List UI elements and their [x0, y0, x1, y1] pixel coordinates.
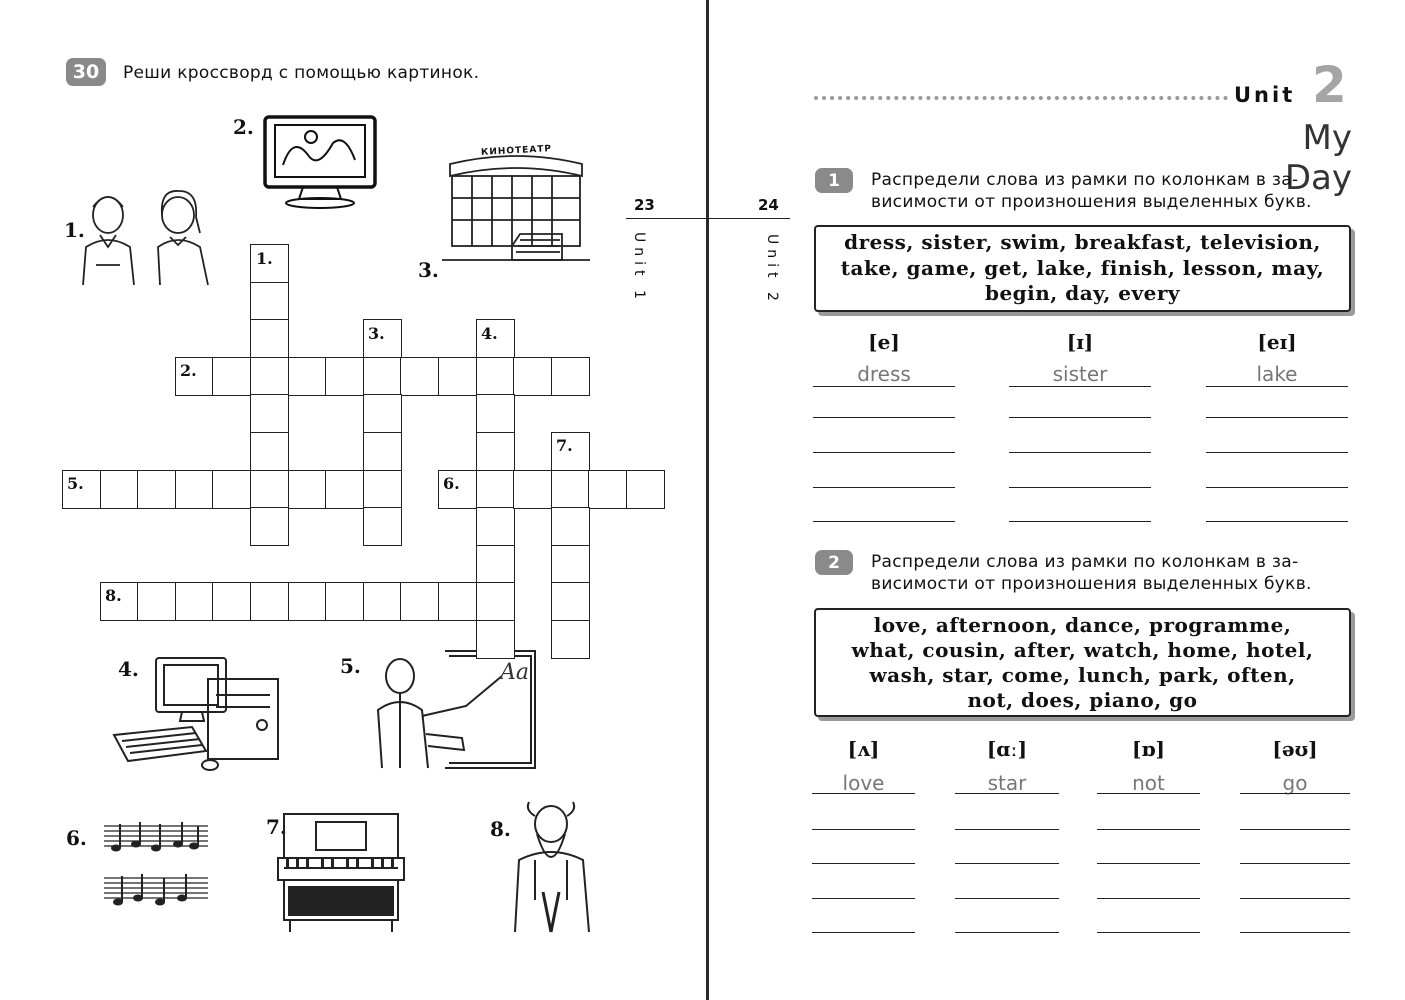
crossword-cell[interactable]	[588, 470, 627, 509]
crossword-cell[interactable]	[288, 357, 327, 396]
answer-line[interactable]	[1240, 793, 1350, 794]
exercise-2-words-line3: wash, star, come, lunch, park, often,	[869, 663, 1296, 687]
crossword-cell[interactable]	[400, 582, 439, 621]
picture-label-3: 3.	[418, 258, 439, 282]
answer-line[interactable]	[813, 417, 955, 418]
picture-label-1: 1.	[64, 218, 85, 242]
answer-line[interactable]	[813, 487, 955, 488]
unit-word: Unit	[1234, 83, 1296, 107]
crossword-cell[interactable]	[250, 282, 289, 321]
crossword-cell[interactable]	[250, 582, 289, 621]
exercise-2-example-not: not	[1132, 771, 1165, 795]
picture-label-7: 7.	[266, 815, 287, 839]
answer-line[interactable]	[1009, 386, 1151, 387]
crossword-cell[interactable]	[476, 432, 515, 471]
exercise-number-badge: 30	[66, 58, 106, 86]
exercise-1-badge: 1	[815, 168, 853, 193]
crossword-number-6: 6.	[443, 474, 460, 493]
answer-line[interactable]	[1206, 487, 1348, 488]
crossword-cell[interactable]	[363, 357, 402, 396]
answer-line[interactable]	[1009, 487, 1151, 488]
answer-line[interactable]	[1240, 863, 1350, 864]
picture-label-5: 5.	[340, 654, 361, 678]
crossword-cell[interactable]	[212, 357, 251, 396]
exercise-2-example-go: go	[1282, 771, 1308, 795]
crossword-cell[interactable]	[513, 357, 552, 396]
crossword-cell[interactable]	[250, 470, 289, 509]
crossword-cell[interactable]	[250, 357, 289, 396]
page-title: My Day	[1284, 118, 1352, 198]
exercise-1-example-lake: lake	[1256, 362, 1298, 386]
answer-line[interactable]	[1240, 932, 1350, 933]
crossword-number-1: 1.	[256, 249, 273, 268]
crossword-cell[interactable]	[476, 470, 515, 509]
crossword-cell[interactable]	[476, 507, 515, 546]
left-page-number: 23	[634, 196, 655, 214]
answer-line[interactable]	[1097, 898, 1200, 899]
answer-line[interactable]	[812, 932, 915, 933]
answer-line[interactable]	[813, 521, 955, 522]
crossword-number-2: 2.	[180, 361, 197, 380]
exercise-2-sound-wedge: [ʌ]	[847, 737, 880, 761]
unit-header-dots	[814, 96, 1228, 100]
crossword-number-4: 4.	[481, 324, 498, 343]
crossword-cell[interactable]	[363, 507, 402, 546]
exercise-2-instruction-line2: висимости от произношения выделенных букв.	[871, 574, 1312, 594]
answer-line[interactable]	[955, 932, 1059, 933]
crossword-cell[interactable]	[363, 582, 402, 621]
crossword-cell[interactable]	[438, 357, 477, 396]
exercise-1-words-line2: take, game, get, lake, finish, lesson, may,	[840, 255, 1325, 280]
crossword-cell[interactable]	[175, 582, 214, 621]
crossword-cell[interactable]	[551, 470, 590, 509]
crossword-cell[interactable]	[551, 545, 590, 584]
cinema-sign-text: КИНОТЕАТР	[480, 144, 553, 158]
answer-line[interactable]	[1240, 829, 1350, 830]
picture-label-4: 4.	[118, 657, 139, 681]
picture-label-8: 8.	[490, 817, 511, 841]
computer-illustration	[112, 655, 282, 773]
answer-line[interactable]	[1097, 829, 1200, 830]
old-man-illustration	[505, 800, 597, 932]
crossword-cell[interactable]	[476, 394, 515, 433]
crossword-cell[interactable]	[476, 545, 515, 584]
exercise-1-example-dress: dress	[857, 362, 911, 386]
crossword-cell[interactable]	[325, 357, 364, 396]
exercise-1-word-box	[814, 225, 1351, 312]
right-page-number: 24	[758, 196, 779, 214]
television-illustration	[263, 115, 377, 210]
crossword-cell[interactable]	[288, 582, 327, 621]
crossword-cell[interactable]	[400, 357, 439, 396]
answer-line[interactable]	[955, 898, 1059, 899]
exercise-2-words-line1: love, afternoon, dance, programme,	[873, 613, 1292, 637]
exercise-2-word-box	[814, 608, 1351, 717]
exercise-2-sound-short-o: [ɒ]	[1132, 737, 1165, 761]
crossword-cell[interactable]	[476, 620, 515, 659]
crossword-cell[interactable]	[325, 470, 364, 509]
crossword-cell[interactable]	[175, 470, 214, 509]
answer-line[interactable]	[1206, 452, 1348, 453]
crossword-cell[interactable]	[551, 357, 590, 396]
exercise-2-example-star: star	[987, 771, 1027, 795]
crossword-cell[interactable]	[100, 470, 139, 509]
exercise-1-words-line3: begin, day, every	[984, 281, 1181, 305]
crossword-cell[interactable]	[363, 470, 402, 509]
crossword-cell[interactable]	[363, 432, 402, 471]
crossword-number-7: 7.	[556, 436, 573, 455]
crossword-cell[interactable]	[288, 470, 327, 509]
page-number-divider	[626, 218, 790, 219]
exercise-2-badge: 2	[815, 550, 853, 575]
answer-line[interactable]	[1097, 932, 1200, 933]
answer-line[interactable]	[812, 898, 915, 899]
exercise-1-example-sister: sister	[1052, 362, 1108, 386]
answer-line[interactable]	[1097, 793, 1200, 794]
crossword-cell[interactable]	[513, 470, 552, 509]
crossword-cell[interactable]	[137, 582, 176, 621]
exercise-1-sound-i: [ɪ]	[1066, 330, 1094, 354]
exercise-2-words-line4: not, does, piano, go	[967, 688, 1198, 712]
blackboard-text: Aa	[500, 660, 530, 685]
exercise-2-sound-long-a: [ɑː]	[986, 737, 1028, 761]
crossword-cell[interactable]	[250, 507, 289, 546]
answer-line[interactable]	[1206, 521, 1348, 522]
right-side-unit-label: Unit 2	[764, 234, 780, 306]
answer-line[interactable]	[813, 386, 955, 387]
crossword-cell[interactable]	[626, 470, 665, 509]
crossword-cell[interactable]	[363, 394, 402, 433]
crossword-cell[interactable]	[551, 582, 590, 621]
crossword-cell[interactable]	[137, 470, 176, 509]
crossword-cell[interactable]	[325, 582, 364, 621]
answer-line[interactable]	[1009, 521, 1151, 522]
crossword-cell[interactable]	[212, 582, 251, 621]
crossword-cell[interactable]	[212, 470, 251, 509]
piano-illustration	[276, 810, 406, 935]
picture-label-6: 6.	[66, 826, 87, 850]
answer-line[interactable]	[955, 863, 1059, 864]
exercise-1-instruction-line2: висимости от произношения выделенных букв.	[871, 192, 1312, 212]
exercise-instruction: Реши кроссворд с помощью картинок.	[123, 63, 480, 83]
answer-line[interactable]	[1206, 386, 1348, 387]
picture-label-2: 2.	[233, 115, 254, 139]
answer-line[interactable]	[955, 793, 1059, 794]
kids-illustration	[78, 185, 220, 290]
book-spine	[706, 0, 709, 1000]
crossword-cell[interactable]	[250, 432, 289, 471]
crossword-cell[interactable]	[476, 582, 515, 621]
crossword-number-3: 3.	[368, 324, 385, 343]
answer-line[interactable]	[1240, 898, 1350, 899]
crossword-cell[interactable]	[476, 357, 515, 396]
cinema-illustration	[442, 142, 590, 267]
answer-line[interactable]	[1206, 417, 1348, 418]
exercise-1-words-line1: dress, sister, swim, breakfast, television,	[844, 230, 1321, 254]
crossword-cell[interactable]	[551, 507, 590, 546]
exercise-1-sound-ei: [eɪ]	[1257, 330, 1297, 354]
crossword-cell[interactable]	[438, 582, 477, 621]
exercise-2-words-line2: what, cousin, after, watch, home, hotel,	[851, 638, 1314, 662]
answer-line[interactable]	[1097, 863, 1200, 864]
exercise-2-sound-ou: [əʊ]	[1272, 737, 1318, 761]
music-notes-illustration	[100, 818, 212, 910]
exercise-1-instruction-line1: Распредели слова из рамки по колонкам в за-	[871, 170, 1299, 190]
unit-number: 2	[1312, 56, 1347, 114]
answer-line[interactable]	[812, 829, 915, 830]
exercise-1-sound-e: [e]	[868, 330, 900, 354]
crossword-cell[interactable]	[250, 319, 289, 358]
answer-line[interactable]	[1009, 417, 1151, 418]
exercise-2-instruction-line1: Распредели слова из рамки по колонкам в за-	[871, 552, 1299, 572]
crossword-cell[interactable]	[551, 620, 590, 659]
exercise-2-example-love: love	[842, 771, 885, 795]
answer-line[interactable]	[812, 863, 915, 864]
crossword-cell[interactable]	[250, 394, 289, 433]
answer-line[interactable]	[955, 829, 1059, 830]
answer-line[interactable]	[813, 452, 955, 453]
crossword-number-8: 8.	[105, 586, 122, 605]
answer-line[interactable]	[812, 793, 915, 794]
crossword-number-5: 5.	[67, 474, 84, 493]
left-side-unit-label: Unit 1	[631, 232, 647, 304]
answer-line[interactable]	[1009, 452, 1151, 453]
